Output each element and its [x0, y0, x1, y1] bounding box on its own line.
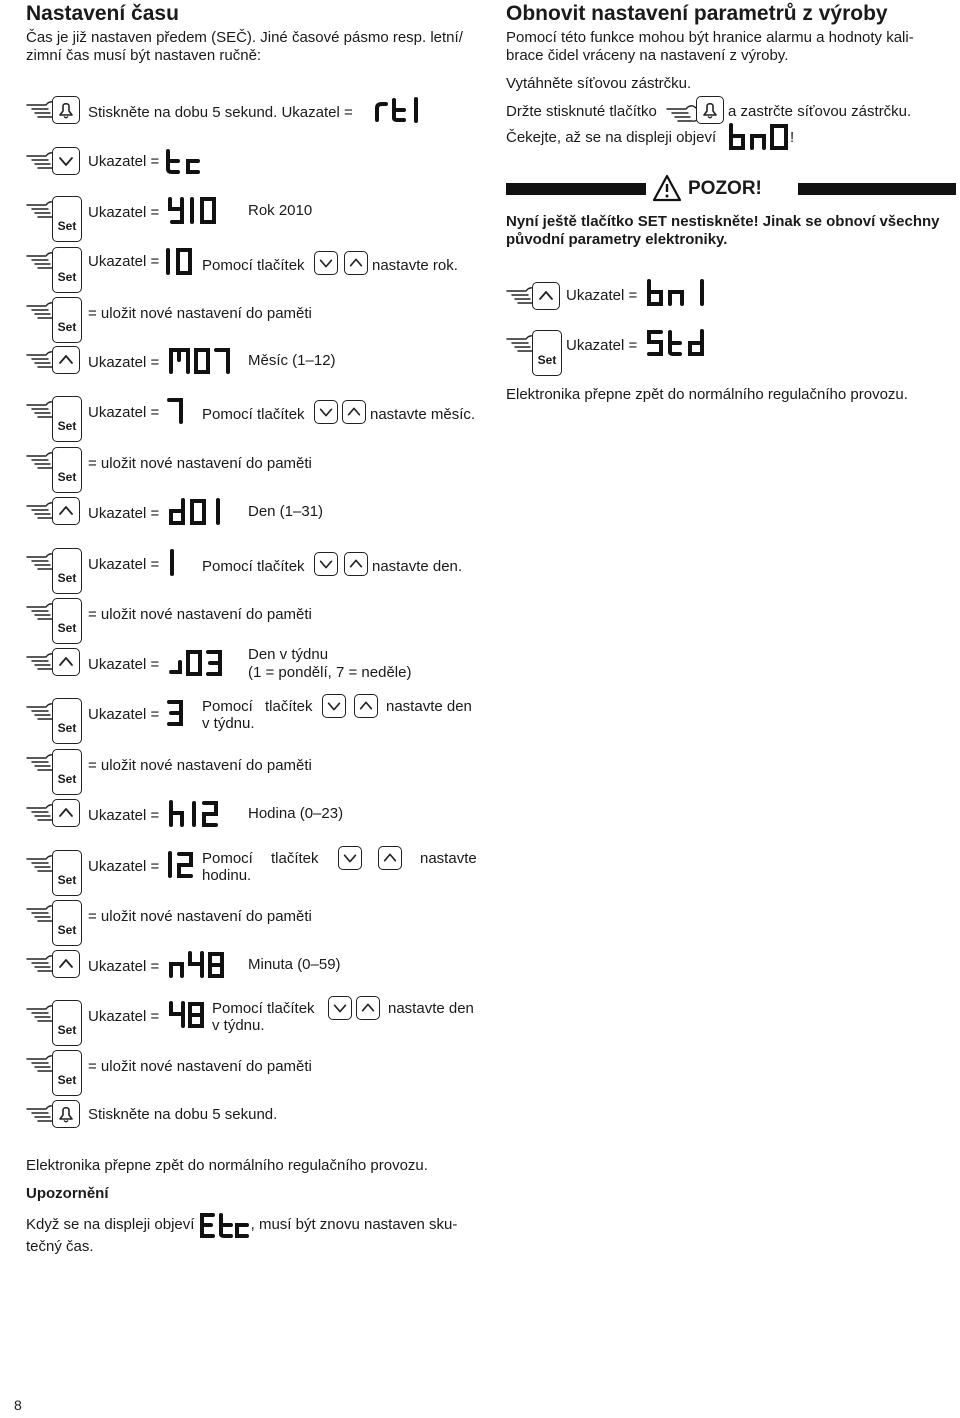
step-row — [26, 950, 366, 996]
step-note: tlačítek — [271, 850, 319, 867]
footer-text: Elektronika přepne zpět do normálního regulačního provozu. — [26, 1157, 428, 1174]
lcd-n48 — [168, 950, 228, 980]
up-button[interactable] — [342, 400, 366, 424]
instruction-text: ! — [790, 129, 795, 146]
set-button[interactable] — [52, 396, 82, 442]
lcd-h12 — [168, 799, 228, 829]
step-text: = uložit nové nastavení do paměti — [88, 305, 312, 322]
step-text: Ukazatel = — [88, 204, 160, 221]
chevron-up-icon — [347, 254, 365, 272]
set-label: Set — [57, 270, 77, 284]
step-text: Ukazatel = — [88, 656, 160, 673]
up-button[interactable] — [52, 346, 80, 374]
set-button[interactable] — [532, 330, 562, 376]
step-note: Minuta (0–59) — [248, 956, 341, 973]
step-row — [26, 147, 326, 193]
intro-text — [506, 29, 914, 65]
step-note: Den (1–31) — [248, 503, 324, 520]
lcd-1 — [164, 548, 180, 578]
step-text: Ukazatel = — [88, 404, 160, 421]
chevron-up-icon — [381, 849, 399, 867]
set-label: Set — [57, 219, 77, 233]
intro-line: brace čidel vráceny na nastavení z výroby. — [506, 47, 789, 64]
chevron-up-icon — [56, 652, 76, 672]
note-text — [26, 1212, 486, 1255]
down-button[interactable] — [314, 251, 338, 275]
set-label: Set — [57, 419, 77, 433]
step-row — [26, 548, 496, 594]
up-button[interactable] — [52, 799, 80, 827]
note-text-part: tečný čas. — [26, 1238, 94, 1255]
note-text-part: , musí být znovu nastaven sku- — [250, 1215, 458, 1233]
alarm-button[interactable] — [696, 96, 724, 124]
set-button[interactable] — [52, 598, 82, 644]
step-row — [26, 598, 366, 644]
step-text: Ukazatel = — [88, 556, 160, 573]
bell-icon — [56, 1104, 76, 1124]
lcd-48 — [168, 1000, 208, 1030]
step-row — [26, 447, 366, 493]
page-title: Nastavení času — [26, 2, 179, 25]
down-button[interactable] — [52, 147, 80, 175]
instruction-row — [506, 102, 946, 130]
instruction-text: Čekejte, až se na displeji objeví — [506, 129, 717, 146]
step-text: Ukazatel = — [88, 958, 160, 975]
lcd-3 — [166, 698, 186, 728]
step-row — [26, 497, 366, 543]
chevron-down-icon — [341, 849, 359, 867]
step-row — [26, 396, 496, 442]
up-button[interactable] — [378, 846, 402, 870]
up-button[interactable] — [52, 648, 80, 676]
step-row — [26, 749, 366, 795]
set-button[interactable] — [52, 548, 82, 594]
down-button[interactable] — [328, 996, 352, 1020]
down-button[interactable] — [338, 846, 362, 870]
set-button[interactable] — [52, 1050, 82, 1096]
chevron-up-icon — [56, 954, 76, 974]
lcd-d01 — [168, 497, 228, 527]
step-note: Pomocí tlačítek — [202, 558, 305, 575]
step-row — [26, 247, 486, 293]
step-note: nastavte den — [386, 698, 472, 715]
set-label: Set — [57, 470, 77, 484]
step-note: tlačítek — [265, 698, 313, 715]
down-button[interactable] — [322, 694, 346, 718]
set-label: Set — [57, 621, 77, 635]
step-note: nastavte měsíc. — [370, 406, 476, 423]
note-heading: Upozornění — [26, 1185, 109, 1202]
step-row — [26, 96, 466, 142]
instruction-text: a zastrčte síťovou zástrčku. — [728, 103, 912, 120]
up-button[interactable] — [52, 497, 80, 525]
chevron-up-icon — [347, 555, 365, 573]
set-label: Set — [57, 320, 77, 334]
instruction-text: Držte stisknuté tlačítko — [506, 103, 657, 120]
step-note: Pomocí — [202, 698, 253, 715]
step-text: Ukazatel = — [88, 706, 160, 723]
chevron-down-icon — [56, 151, 76, 171]
warning-text — [506, 213, 940, 249]
warning-title: POZOR! — [688, 178, 762, 199]
bell-icon — [56, 100, 76, 120]
intro-line: Čas je již nastaven předem (SEČ). Jiné časové pásmo resp. letní/ — [26, 29, 463, 46]
lcd-M07 — [168, 346, 234, 376]
footer-text: Elektronika přepne zpět do normálního regulačního provozu. — [506, 386, 908, 403]
step-text: Ukazatel = — [566, 287, 638, 304]
page-number: 8 — [14, 1397, 22, 1413]
warning-icon — [652, 174, 682, 202]
step-note: Pomocí tlačítek — [202, 257, 305, 274]
step-row — [26, 1050, 366, 1096]
set-button[interactable] — [52, 850, 82, 896]
step-text: Stiskněte na dobu 5 sekund. — [88, 1106, 278, 1123]
set-button[interactable] — [52, 749, 82, 795]
lcd-J03 — [168, 648, 228, 678]
step-note: v týdnu. — [212, 1017, 265, 1034]
step-note: Hodina (0–23) — [248, 805, 344, 822]
section-title: Obnovit nastavení parametrů z výroby — [506, 2, 888, 25]
set-label: Set — [537, 353, 557, 367]
step-note: Den v týdnu — [248, 646, 329, 663]
chevron-up-icon — [345, 403, 363, 421]
lcd-rtl — [374, 96, 426, 124]
step-text: = uložit nové nastavení do paměti — [88, 908, 312, 925]
instruction-row — [506, 128, 946, 156]
set-label: Set — [57, 1023, 77, 1037]
step-text: Ukazatel = — [566, 337, 638, 354]
chevron-up-icon — [56, 501, 76, 521]
up-button[interactable] — [52, 950, 80, 978]
step-note: Pomocí tlačítek — [202, 406, 305, 423]
chevron-down-icon — [317, 555, 335, 573]
step-row — [26, 900, 366, 946]
lcd-Y10 — [166, 196, 226, 226]
step-text: = uložit nové nastavení do paměti — [88, 757, 312, 774]
step-note: nastavte den — [388, 1000, 474, 1017]
down-button[interactable] — [314, 552, 338, 576]
step-text: Ukazatel = — [88, 153, 160, 170]
set-label: Set — [57, 923, 77, 937]
warning-bar — [798, 183, 956, 195]
step-note: Pomocí tlačítek — [212, 1000, 315, 1017]
set-button[interactable] — [52, 247, 82, 293]
lcd-tc — [164, 147, 204, 175]
chevron-up-icon — [56, 803, 76, 823]
set-label: Set — [57, 772, 77, 786]
down-button[interactable] — [314, 400, 338, 424]
lcd-bn0 — [728, 122, 795, 152]
step-row — [26, 1000, 496, 1046]
alarm-button[interactable] — [52, 96, 80, 124]
step-note: Pomocí — [202, 850, 253, 867]
chevron-up-icon — [359, 999, 377, 1017]
step-text: Ukazatel = — [88, 807, 160, 824]
chevron-up-icon — [357, 697, 375, 715]
lcd-Std — [646, 328, 712, 358]
step-row — [506, 330, 806, 376]
up-button[interactable] — [344, 552, 368, 576]
step-row — [26, 850, 496, 896]
warning-line: původní parametry elektroniky. — [506, 231, 728, 248]
chevron-down-icon — [325, 697, 343, 715]
step-note: nastavte rok. — [372, 257, 458, 274]
step-note: hodinu. — [202, 867, 252, 884]
intro-line: Pomocí této funkce mohou být hranice alarmu a hodnoty kali- — [506, 29, 914, 46]
step-row — [26, 346, 386, 392]
step-row — [26, 698, 496, 744]
step-text: Ukazatel = — [88, 505, 160, 522]
step-row — [26, 648, 466, 694]
intro-text — [26, 29, 463, 65]
up-button[interactable] — [532, 282, 560, 310]
instruction-text: Vytáhněte síťovou zástrčku. — [506, 75, 692, 92]
step-row — [26, 297, 366, 343]
step-text: Stiskněte na dobu 5 sekund. Ukazatel = — [88, 104, 353, 121]
chevron-down-icon — [331, 999, 349, 1017]
step-note: nastavte — [420, 850, 477, 867]
bell-icon — [700, 100, 720, 120]
warning-bar — [506, 183, 646, 195]
set-button[interactable] — [52, 900, 82, 946]
step-text: Ukazatel = — [88, 253, 160, 270]
step-note: v týdnu. — [202, 715, 255, 732]
chevron-up-icon — [56, 350, 76, 370]
set-button[interactable] — [52, 447, 82, 493]
step-row — [26, 799, 366, 845]
step-row — [26, 196, 426, 242]
note-text-part: Když se na displeji objeví — [26, 1215, 195, 1233]
step-text: = uložit nové nastavení do paměti — [88, 455, 312, 472]
step-note: (1 = pondělí, 7 = neděle) — [248, 664, 412, 681]
set-button[interactable] — [52, 196, 82, 242]
set-button[interactable] — [52, 698, 82, 744]
step-text: = uložit nové nastavení do paměti — [88, 1058, 312, 1075]
step-row — [26, 1100, 366, 1146]
warning-line: Nyní ještě tlačítko SET nestiskněte! Jinak se obnoví všechny — [506, 213, 940, 230]
step-text: Ukazatel = — [88, 858, 160, 875]
lcd-Etc — [199, 1212, 251, 1238]
up-button[interactable] — [354, 694, 378, 718]
alarm-button[interactable] — [52, 1100, 80, 1128]
lcd-bn1 — [646, 278, 712, 308]
set-label: Set — [57, 1073, 77, 1087]
set-button[interactable] — [52, 1000, 82, 1046]
set-label: Set — [57, 873, 77, 887]
intro-line: zimní čas musí být nastaven ručně: — [26, 47, 262, 64]
step-note: Měsíc (1–12) — [248, 352, 336, 369]
step-text: = uložit nové nastavení do paměti — [88, 606, 312, 623]
lcd-12 — [166, 850, 198, 880]
chevron-down-icon — [317, 403, 335, 421]
up-button[interactable] — [356, 996, 380, 1020]
step-text: Ukazatel = — [88, 354, 160, 371]
chevron-up-icon — [536, 286, 556, 306]
up-button[interactable] — [344, 251, 368, 275]
lcd-7 — [166, 396, 186, 426]
step-note: nastavte den. — [372, 558, 463, 575]
set-button[interactable] — [52, 297, 82, 343]
lcd-10 — [164, 247, 204, 277]
chevron-down-icon — [317, 254, 335, 272]
step-row — [506, 282, 806, 328]
set-label: Set — [57, 721, 77, 735]
set-label: Set — [57, 571, 77, 585]
step-note: Rok 2010 — [248, 202, 313, 219]
step-text: Ukazatel = — [88, 1008, 160, 1025]
